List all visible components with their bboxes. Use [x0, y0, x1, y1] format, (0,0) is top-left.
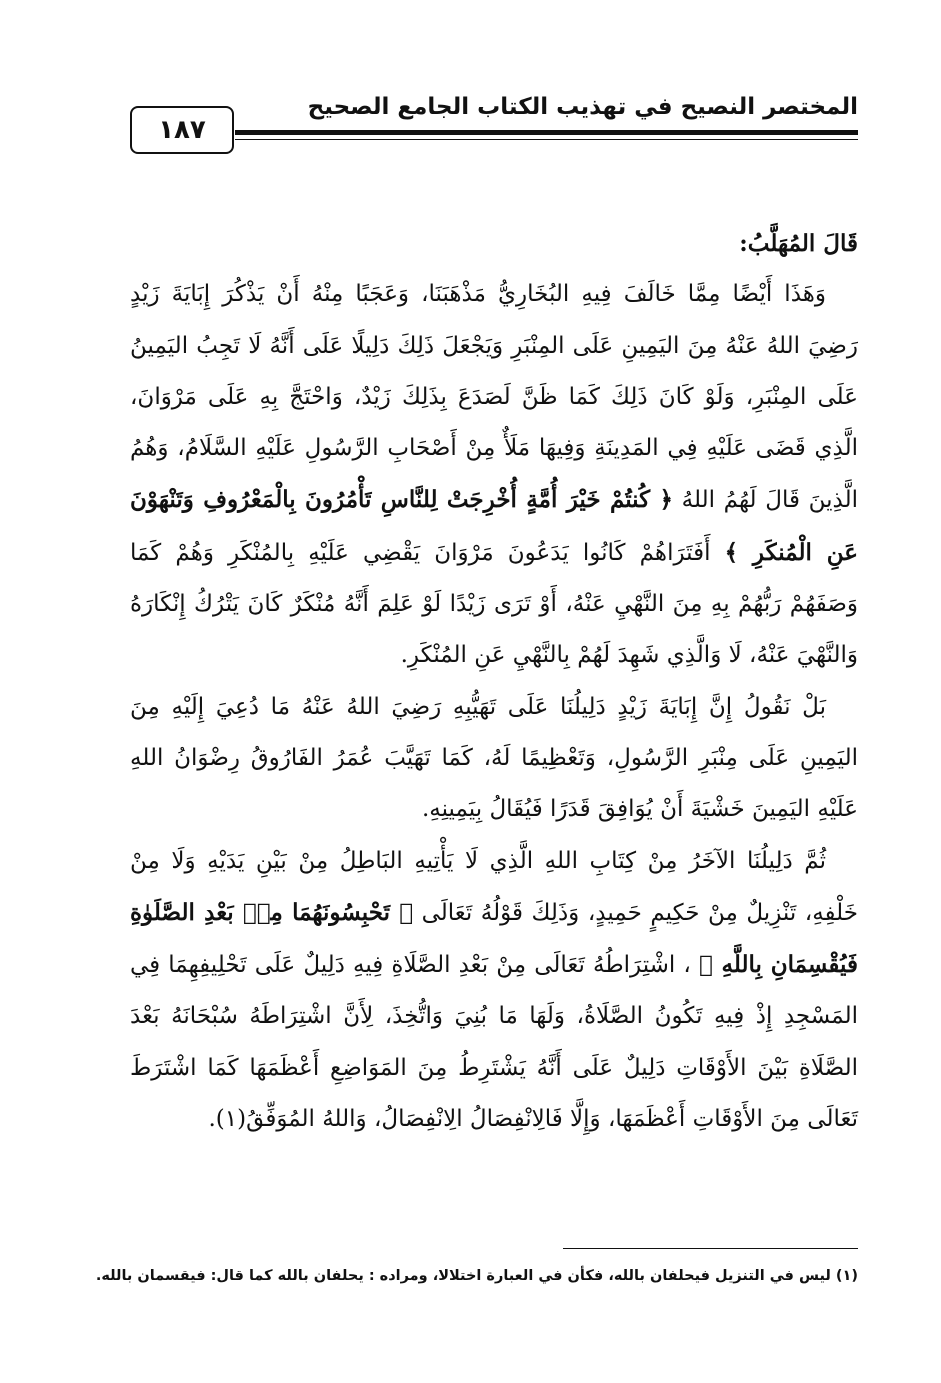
page-number-frame: [130, 106, 234, 154]
paragraph-1: [130, 269, 858, 681]
paragraph-3-text-b: ، اشْتِرَاطُهُ تَعَالَى مِنْ بَعْدِ الصَّلَاةِ فِيهِ دَلِيلٌ عَلَى تَحْلِيفِهِمَا فِي المَسْجِدِ إِذْ فِيهِ تَكُونُ الصَّلَاةُ، وَلَهَا مَا بُنِيَ وَاتُّخِذَ، لِأَنَّ اشْتِرَاطَهُ سُبْحَانَهُ بَعْدَ الصَّلَاةِ بَيْنَ الأَوْقَاتِ دَلِيلٌ عَلَى أَنَّهُ يَشْتَرِطُ مِنَ المَوَاضِعِ أَعْظَمَهَا كَمَا اشْتَرَطَ تَعَالَى مِنَ الأَوْقَاتِ أَعْظَمَهَا، وَإِلَّا فَالِانْفِصَالُ الِانْفِصَالُ، وَاللهُ المُوَفِّقُ: [130, 952, 858, 1133]
paragraph-2: [130, 682, 858, 836]
paragraph-1-continued: أَفَتَرَاهُمْ كَانُوا يَدَعُونَ مَرْوَانَ يَقْضِي عَلَيْهِ بِالمُنْكَرِ وَهُمْ كَمَا وَصَفَهُمْ رَبُّهُمْ بِهِ مِنَ النَّهْيِ عَنْهُ، أَوْ تَرَى زَيْدًا لَوْ عَلِمَ أَنَّهُ مُنْكَرٌ كَانَ يَتْرُكُ إِنْكَارَهُ وَالنَّهْيَ عَنْهُ، لَا وَالَّذِي شَهِدَ لَهُمْ بِالنَّهْيِ عَنِ المُنْكَرِ.: [130, 539, 858, 669]
main-text: [130, 218, 858, 1145]
section-heading: قَالَ المُهَلَّبُ:: [739, 230, 858, 257]
running-header: [130, 92, 858, 160]
quran-verse-2: ﴿ تَحْبِسُونَهُمَا مِنۢ بَعْدِ الصَّلَوٰةِ فَيُقْسِمَانِ بِاللَّهِ ﴾: [130, 898, 858, 979]
paragraph-2-text: بَلْ نَقُولُ إِنَّ إِبَايَةَ زَيْدٍ دَلِيلُنَا عَلَى تَهَيُّبِهِ رَضِيَ اللهُ عَنْهُ مَا دُعِيَ إِلَيْهِ مِنَ اليَمِينِ عَلَى مِنْبَرِ الرَّسُولِ، وَتَعْظِيمًا لَهُ، كَمَا تَهَيَّبَ عُمَرُ الفَارُوقُ رِضْوَانُ اللهِ عَلَيْهِ اليَمِينَ خَشْيَةَ أَنْ يُوَافِقَ قَدَرًا فَيُقَالُ بِيَمِينِهِ.: [130, 693, 858, 823]
footnote-separator: [563, 1248, 858, 1249]
paragraph-3-text-a: ثُمَّ دَلِيلُنَا الآخَرُ مِنْ كِتَابِ اللهِ الَّذِي لَا يَأْتِيهِ البَاطِلُ مِنْ بَيْنِ يَدَيْهِ وَلَا مِنْ خَلْفِهِ، تَنْزِيلٌ مِنْ حَكِيمٍ حَمِيدٍ، وَذَلِكَ قَوْلُهُ تَعَالَى: [130, 847, 858, 926]
footnote-marker: (١).: [208, 1106, 247, 1133]
quran-verse-1: ﴿ كُنتُمْ خَيْرَ أُمَّةٍ أُخْرِجَتْ لِلنَّاسِ تَأْمُرُونَ بِالْمَعْرُوفِ وَتَنْهَوْنَ عَنِ الْمُنكَرِ ﴾: [130, 486, 858, 566]
book-title: المختصر النصيح في تهذيب الكتاب الجامع الصحيح: [307, 94, 858, 120]
header-rule-thin: [235, 139, 858, 140]
paragraph-3: [130, 836, 858, 1146]
page-number: ١٨٧: [158, 115, 206, 145]
footnote: (١) ليس في التنزيل فيحلفان بالله، فكأن في العبارة اختلالا، ومراده : يحلفان بالله كما قال: فيقسمان بالله.: [95, 1268, 858, 1284]
paragraph-1-text: وَهَذَا أَيْضًا مِمَّا خَالَفَ فِيهِ البُخَارِيُّ مَذْهَبَنَا، وَعَجَبًا مِنْهُ أَنْ يَذْكُرَ إِبَايَةَ زَيْدٍ رَضِيَ اللهُ عَنْهُ مِنَ اليَمِينِ عَلَى المِنْبَرِ وَيَجْعَلَ ذَلِكَ دَلِيلًا عَلَى أَنَّهُ لَا تَجِبُ اليَمِينُ عَلَى المِنْبَرِ، وَلَوْ كَانَ ذَلِكَ كَمَا ظَنَّ لَصَدَعَ بِذَلِكَ زَيْدٌ، وَاحْتَجَّ بِهِ عَلَى مَرْوَانَ، الَّذِي قَضَى عَلَيْهِ فِي المَدِينَةِ وَفِيهَا مَلَأٌ مِنْ أَصْحَابِ الرَّسُولِ عَلَيْهِ السَّلَامُ، وَهُمُ الَّذِينَ قَالَ لَهُمُ اللهُ: [130, 281, 859, 514]
header-rule-thick: [235, 130, 858, 135]
